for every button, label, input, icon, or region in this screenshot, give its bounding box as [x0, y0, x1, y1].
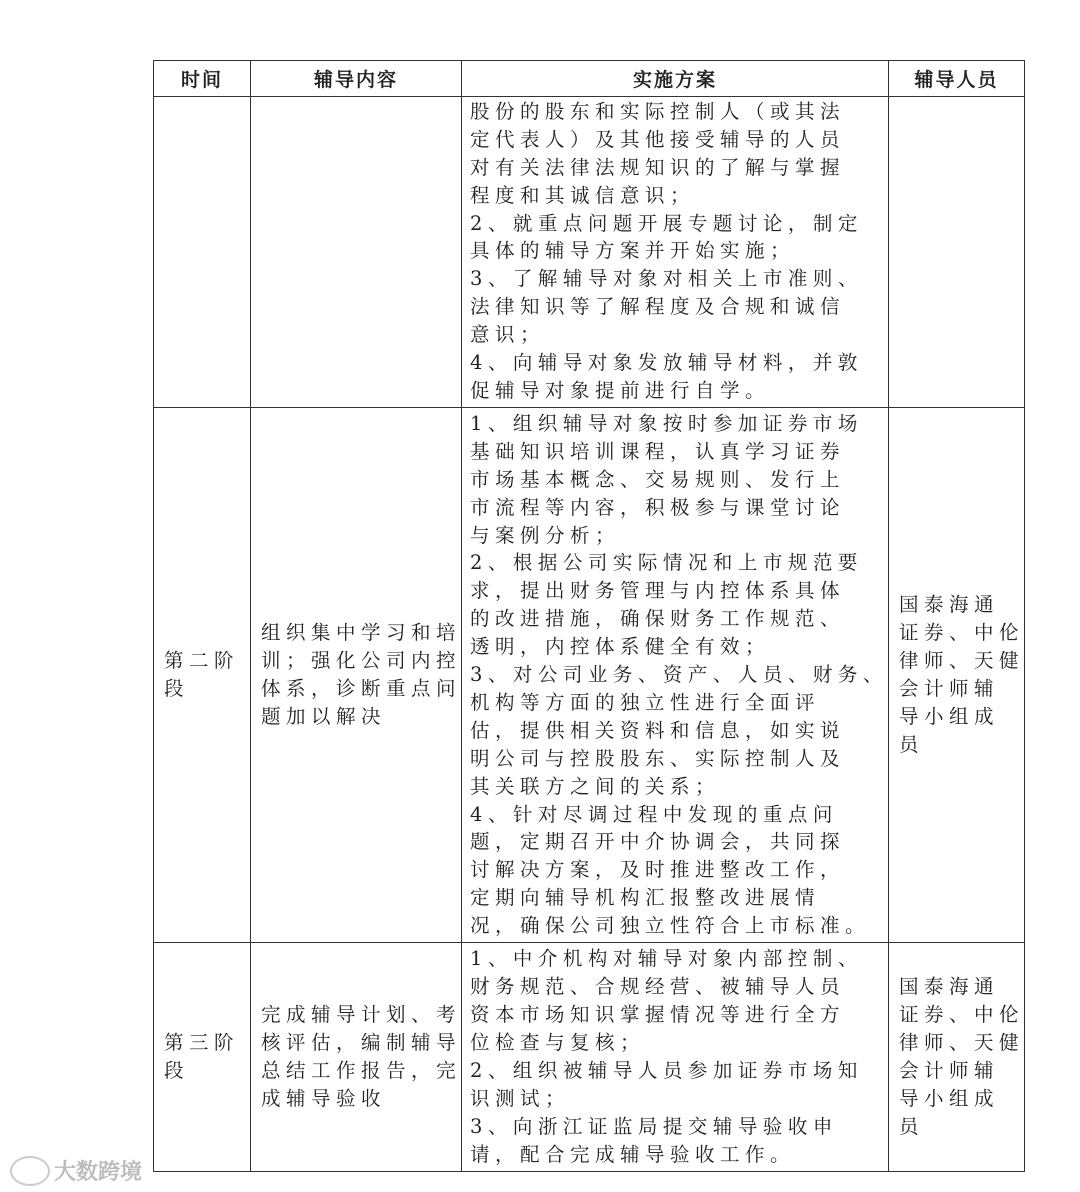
text-line: 资本市场知识掌握情况等进行全方 [470, 1003, 846, 1027]
content-cell [251, 943, 462, 1172]
text-line: 题，定期召开中介协调会，共同探 [470, 830, 846, 854]
text-line: 第三阶 [164, 1031, 240, 1055]
text-line: 况，确保公司独立性符合上市标准。 [470, 914, 871, 938]
text-line: 第二阶 [164, 649, 240, 673]
text-line: 成辅导验收 [261, 1086, 387, 1110]
text-line: 财务规范、合规经营、被辅导人员 [470, 975, 846, 999]
text-line: 律师、天健 [898, 1031, 1024, 1055]
text-line: 组织集中学习和培 [261, 621, 462, 645]
plan-cell [462, 943, 889, 1172]
text-line: 段 [164, 677, 190, 700]
text-line: 1、组织辅导对象按时参加证券市场 [470, 412, 863, 436]
header-content: 辅导内容 [251, 61, 462, 97]
text-line: 导小组成 [898, 704, 999, 728]
text-line: 其关联方之间的关系； [470, 774, 721, 798]
time-cell [154, 943, 251, 1172]
text-line: 识测试； [470, 1086, 571, 1110]
text-line: 员 [898, 732, 924, 756]
text-line: 位检查与复核； [470, 1031, 646, 1055]
text-line: 会计师辅 [898, 1059, 999, 1082]
text-line: 的改进措施，确保财务工作规范、 [470, 607, 846, 631]
plan-cell [462, 97, 889, 408]
staff-cell [888, 943, 1024, 1172]
text-line: 机构等方面的独立性进行全面评 [470, 690, 821, 714]
staff-cell [888, 97, 1024, 408]
text-line: 导小组成 [898, 1086, 999, 1110]
text-line: 完成辅导计划、考 [261, 1003, 462, 1027]
text-line: 员 [898, 1114, 924, 1138]
table-row [154, 97, 1025, 408]
text-line: 核评估，编制辅导 [261, 1031, 462, 1055]
text-line: 国泰海通 [898, 593, 999, 617]
plan-cell [462, 408, 889, 943]
text-line: 市场基本概念、交易规则、发行上 [470, 467, 846, 491]
text-line: 国泰海通 [898, 975, 999, 999]
header-plan: 实施方案 [462, 61, 889, 97]
text-line: 定代表人）及其他接受辅导的人员 [470, 127, 846, 151]
text-line: 段 [164, 1059, 190, 1082]
watermark [10, 1155, 142, 1186]
time-cell [154, 97, 251, 408]
text-line: 透明，内控体系健全有效； [470, 635, 771, 659]
text-line: 意识； [470, 323, 546, 347]
text-line: 总结工作报告，完 [261, 1059, 462, 1082]
text-line: 训；强化公司内控 [261, 649, 462, 673]
header-time: 时间 [154, 61, 251, 97]
text-line: 3、向浙江证监局提交辅导验收申 [470, 1114, 838, 1138]
text-line: 法律知识等了解程度及合规和诚信 [470, 295, 846, 319]
text-line: 市流程等内容，积极参与课堂讨论 [470, 495, 846, 519]
staff-cell [888, 408, 1024, 943]
watermark-logo-icon [10, 1156, 50, 1186]
text-line: 3、对公司业务、资产、人员、财务、 [470, 663, 888, 687]
text-line: 讨解决方案，及时推进整改工作， [470, 858, 846, 882]
text-line: 4、针对尽调过程中发现的重点问 [470, 802, 838, 826]
text-line: 求，提出财务管理与内控体系具体 [470, 579, 846, 603]
text-line: 请，配合完成辅导验收工作。 [470, 1142, 796, 1166]
text-line: 3、了解辅导对象对相关上市准则、 [470, 267, 863, 291]
table-row [154, 408, 1025, 943]
text-line: 2、根据公司实际情况和上市规范要 [470, 551, 863, 575]
content-cell [251, 408, 462, 943]
coaching-schedule-table [153, 60, 1025, 1172]
text-line: 律师、天健 [898, 649, 1024, 673]
table-header-row [154, 61, 1025, 97]
text-line: 2、就重点问题开展专题讨论，制定 [470, 211, 863, 235]
content-cell [251, 97, 462, 408]
text-line: 与案例分析； [470, 523, 621, 547]
text-line: 证券、中伦 [898, 621, 1024, 645]
text-line: 体系，诊断重点问 [261, 677, 462, 700]
table-row [154, 943, 1025, 1172]
text-line: 2、组织被辅导人员参加证券市场知 [470, 1059, 863, 1082]
text-line: 促辅导对象提前进行自学。 [470, 378, 771, 402]
text-line: 程度和其诚信意识； [470, 183, 696, 207]
text-line: 4、向辅导对象发放辅导材料，并敦 [470, 351, 863, 375]
text-line: 题加以解决 [261, 704, 387, 728]
text-line: 具体的辅导方案并开始实施； [470, 239, 796, 263]
header-staff: 辅导人员 [888, 61, 1024, 97]
text-line: 对有关法律法规知识的了解与掌握 [470, 155, 846, 179]
text-line: 估，提供相关资料和信息，如实说 [470, 718, 846, 742]
text-line: 基础知识培训课程，认真学习证券 [470, 439, 846, 463]
text-line: 定期向辅导机构汇报整改进展情 [470, 886, 821, 910]
watermark-text: 大数跨境 [54, 1160, 143, 1185]
text-line: 明公司与控股股东、实际控制人及 [470, 746, 846, 770]
time-cell [154, 408, 251, 943]
text-line: 证券、中伦 [898, 1003, 1024, 1027]
text-line: 1、中介机构对辅导对象内部控制、 [470, 947, 863, 971]
text-line: 会计师辅 [898, 677, 999, 700]
text-line: 股份的股东和实际控制人（或其法 [470, 100, 846, 123]
